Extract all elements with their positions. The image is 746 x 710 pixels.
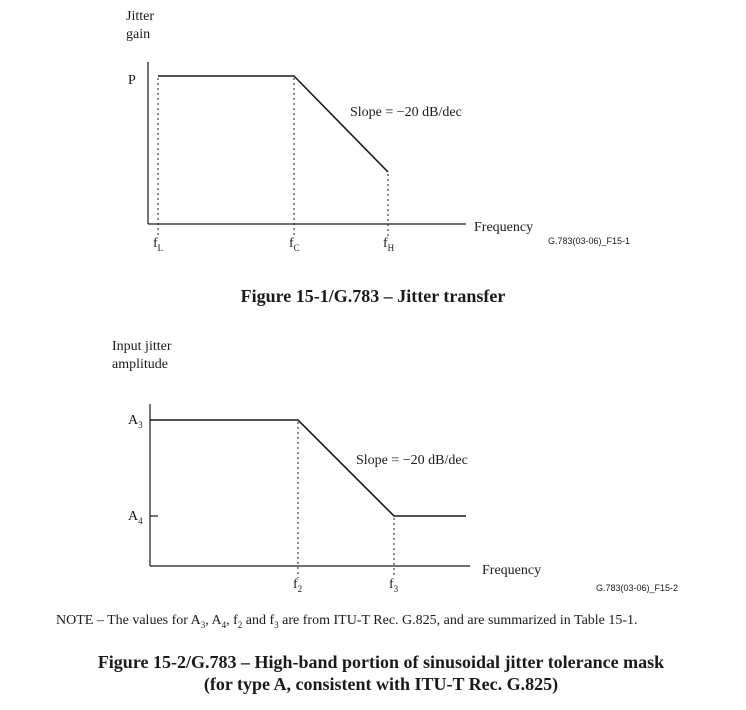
figure-15-2-note: NOTE – The values for $A_3$, $A_4$, $f_2$ and $f_3$ are from ITU-T Rec. G.825, and are summarized in Table 15-1. — [56, 613, 638, 630]
fig1-slope-label: Slope = −20 dB/dec — [350, 105, 462, 120]
fig1-tick-fL: $f_L$ — [153, 236, 164, 253]
fig1-tick-fH: $f_H$ — [383, 236, 395, 253]
fig2-tolerance-mask-curve — [150, 420, 466, 516]
figure-15-2-diagram — [112, 339, 678, 594]
fig1-x-axis-label: Frequency — [474, 220, 534, 235]
fig1-level-p-label: P — [128, 73, 136, 88]
fig1-y-axis-label-line1: Jitter — [126, 9, 154, 24]
figure-15-1-diagram — [126, 9, 630, 253]
figure-15-2-caption-line2: (for type A, consistent with ITU-T Rec. G.825) — [203, 674, 559, 694]
figure-15-1-caption: Figure 15-1/G.783 – Jitter transfer — [240, 286, 506, 306]
fig2-tick-f2: $f_2$ — [293, 577, 303, 594]
fig2-tick-f3: $f_3$ — [389, 577, 399, 594]
fig2-x-axis-label: Frequency — [482, 563, 542, 578]
fig2-y-axis-label-line1: Input jitter — [112, 339, 172, 354]
fig1-transfer-curve — [158, 76, 388, 172]
fig2-level-a4-label: $A_4$ — [128, 509, 143, 526]
fig2-level-a3-label: $A_3$ — [128, 413, 143, 430]
fig2-y-axis-label-line2: amplitude — [112, 357, 168, 372]
fig1-y-axis-label-line2: gain — [126, 27, 151, 42]
fig2-slope-label: Slope = −20 dB/dec — [356, 453, 468, 468]
fig1-tick-fC: $f_C$ — [289, 236, 300, 253]
fig1-ref-code: G.783(03-06)_F15-1 — [548, 236, 631, 246]
figure-15-2-caption-line1: Figure 15-2/G.783 – High-band portion of sinusoidal jitter tolerance mask — [97, 652, 665, 672]
fig2-ref-code: G.783(03-06)_F15-2 — [596, 583, 679, 593]
